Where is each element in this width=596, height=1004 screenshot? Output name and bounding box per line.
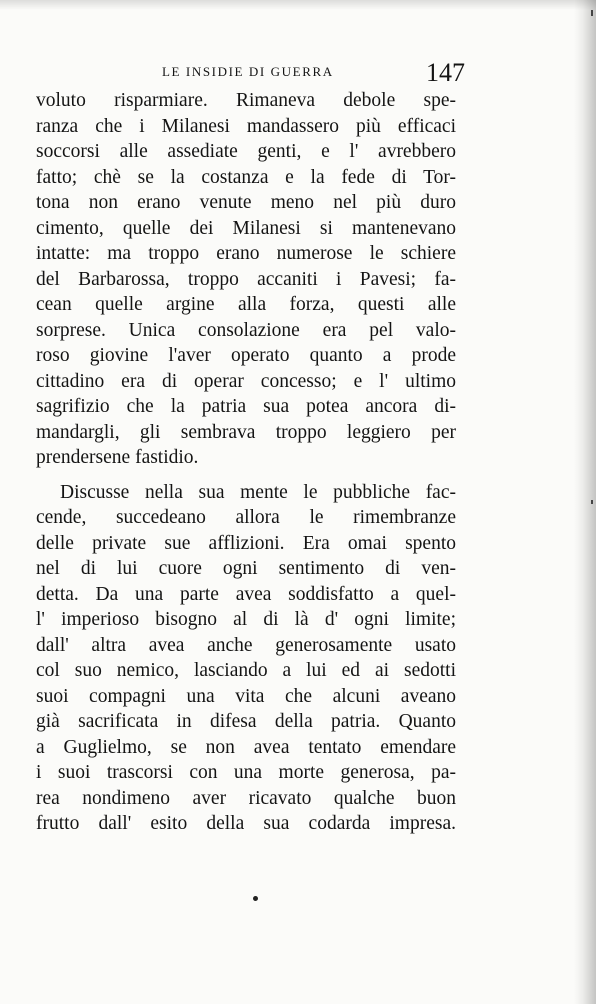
ink-dot (253, 896, 258, 901)
text-line: già sacrificata in difesa della patria. Quanto (36, 711, 456, 732)
text-line: detta. Da una parte avea soddisfatto a quel- (36, 583, 456, 605)
text-line: nel di lui cuore ogni sentimento di ven- (36, 558, 456, 579)
text-line: delle private sue afflizioni. Era omai spento (36, 532, 456, 554)
text-line: a Guglielmo, se non avea tentato emendare (36, 736, 456, 758)
text-line: Discusse nella sua mente le pubbliche fac- (60, 481, 456, 503)
text-line: cimento, quelle dei Milanesi si mantenevano (36, 217, 456, 239)
text-line: i suoi trascorsi con una morte generosa, pa- (36, 762, 456, 783)
text-line: col suo nemico, lasciando a lui ed ai sedotti (36, 660, 456, 681)
text-line: cittadino era di operar concesso; e l' ultimo (36, 370, 456, 392)
text-line: rea nondimeno aver ricavato qualche buon (36, 787, 456, 809)
text-line: frutto dall' esito della sua codarda impresa. (36, 813, 456, 834)
text-line: del Barbarossa, troppo accaniti i Pavesi; fa- (36, 268, 456, 290)
text-line: suoi compagni una vita che alcuni aveano (36, 685, 456, 707)
text-line: prendersene fastidio. (36, 447, 199, 468)
page-top-shadow (0, 0, 596, 10)
text-line: soccorsi alle assediate genti, e l' avrebbero (36, 141, 456, 162)
text-line: ranza che i Milanesi mandassero più efficaci (36, 115, 456, 137)
paragraph-2 (36, 480, 456, 837)
scan-speck (591, 500, 593, 504)
page-number: 147 (426, 58, 465, 87)
text-line: sorprese. Unica consolazione era pel valo- (36, 319, 456, 341)
text-line: cende, succedeano allora le rimembranze (36, 507, 456, 528)
text-line: roso giovine l'aver operato quanto a prode (36, 345, 456, 366)
text-line: intatte: ma troppo erano numerose le schiere (36, 243, 456, 264)
body-text (36, 88, 456, 837)
text-line: tona non erano venute meno nel più duro (36, 192, 456, 213)
text-line: cean quelle argine alla forza, questi alle (36, 294, 456, 315)
scan-speck (591, 10, 593, 16)
text-line: sagrifizio che la patria sua potea ancora di- (36, 396, 456, 417)
text-line: voluto risparmiare. Rimaneva debole spe- (36, 90, 456, 111)
running-title: LE INSIDIE DI GUERRA (162, 64, 334, 79)
text-line: l' imperioso bisogno al di là d' ogni limite; (36, 609, 456, 630)
text-line: mandargli, gli sembrava troppo leggiero per (36, 421, 456, 443)
paragraph-1 (36, 88, 456, 471)
text-line: dall' altra avea anche generosamente usato (36, 634, 456, 656)
text-line: fatto; chè se la costanza e la fede di Tor- (36, 166, 456, 188)
